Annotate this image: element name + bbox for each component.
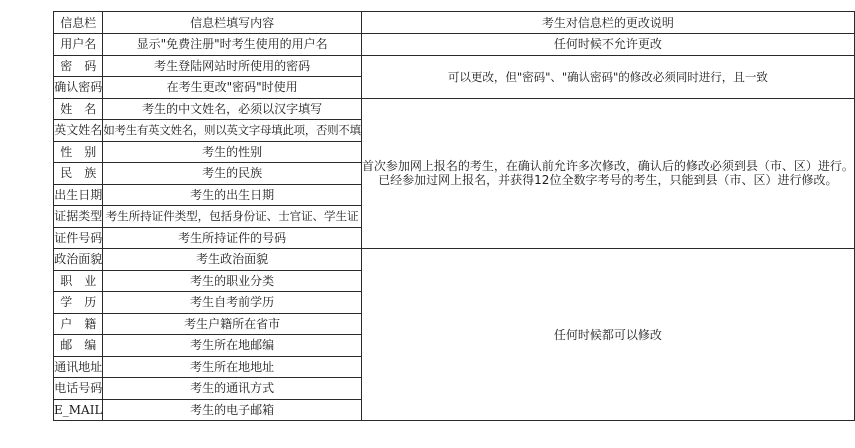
note-username: 任何时候不允许更改 [361,34,854,56]
field-description: 考生的民族 [103,163,361,185]
note-paragraph-2: 已经参加过网上报名，并获得12位全数字考号的考生，只能到县（市、区）进行修改。 [378,173,838,188]
header-content: 信息栏填写内容 [103,12,361,34]
table-row [54,98,855,120]
field-label: 出生日期 [54,184,103,206]
note-password: 可以更改，但"密码"、"确认密码"的修改必须同时进行，且一致 [361,55,854,98]
field-label: 证件号码 [54,227,103,249]
field-description: 考生政治面貌 [103,249,361,271]
field-label: 通讯地址 [54,356,103,378]
field-label: 邮 编 [54,335,103,357]
field-description: 考生的职业分类 [103,270,361,292]
field-description: 考生所在地地址 [103,356,361,378]
field-description: 如考生有英文姓名，则以英文字母填此项，否则不填 [103,120,361,142]
field-description: 考生户籍所在省市 [103,313,361,335]
field-label: 英文姓名 [54,120,103,142]
field-label: 用户名 [54,34,103,56]
table-row [54,34,855,56]
table-header-row [54,12,855,34]
field-description: 考生的性别 [103,141,361,163]
field-label: 电话号码 [54,378,103,400]
field-description: 考生的电子邮箱 [103,399,361,421]
field-label: 姓 名 [54,98,103,120]
field-description: 考生所持证件类型，包括身份证、士官证、学生证 [103,206,361,228]
field-description: 考生的出生日期 [103,184,361,206]
field-label: 政治面貌 [54,249,103,271]
field-label: 确认密码 [54,77,103,99]
field-description: 考生所在地邮编 [103,335,361,357]
field-label: 密 码 [54,55,103,77]
table-row [54,55,855,77]
header-note: 考生对信息栏的更改说明 [361,12,854,34]
field-description: 在考生更改"密码"时使用 [103,77,361,99]
registration-info-table [53,11,855,421]
field-label: 民 族 [54,163,103,185]
header-field: 信息栏 [54,12,103,34]
field-label: 性 别 [54,141,103,163]
field-description: 考生所持证件的号码 [103,227,361,249]
field-label: 学 历 [54,292,103,314]
field-description: 考生的通讯方式 [103,378,361,400]
field-description: 考生的中文姓名，必须以汉字填写 [103,98,361,120]
note-personal-info [361,98,854,249]
field-description: 显示"免费注册"时考生使用的用户名 [103,34,361,56]
field-description: 考生登陆网站时所使用的密码 [103,55,361,77]
field-label: 职 业 [54,270,103,292]
field-label: 证据类型 [54,206,103,228]
field-label: E_MAIL [54,399,103,421]
table-row [54,249,855,271]
note-other-fields: 任何时候都可以修改 [361,249,854,421]
field-description: 考生自考前学历 [103,292,361,314]
note-paragraph-1: 首次参加网上报名的考生，在确认前允许多次修改，确认后的修改必须到县（市、区）进行。 [361,159,854,174]
field-label: 户 籍 [54,313,103,335]
